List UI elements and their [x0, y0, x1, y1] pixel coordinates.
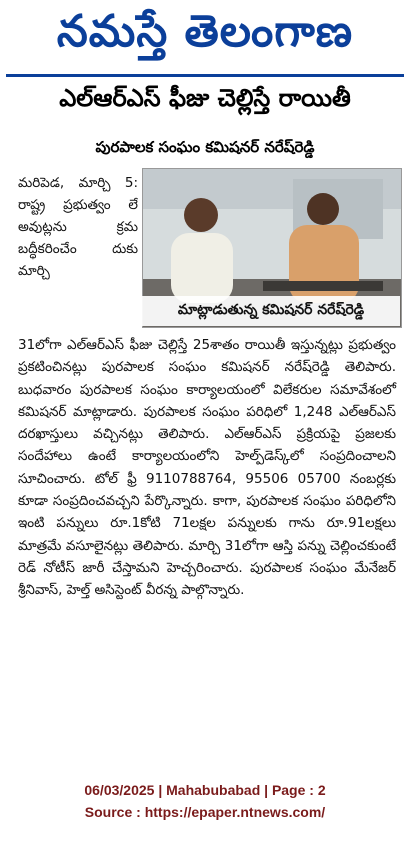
article-body-text: 31లోగా ఎల్ఆర్ఎస్ ఫీజు చెల్లిస్తే 25శాతం రాయితీ ఇస్తున్నట్లు ప్రభుత్వం ప్రకటించినట్లు పురపాలక సంఘం కమిషనర్ నరేష్‌రెడ్డి తెలిపారు. బుధవారం పురపాలక సంఘం కార్యాలయంలో విలేకరుల సమావేశంలో కమిషనర్ మాట్లాడారు. పురపాలక సంఘం పరిధిలో 1,248 ఎల్ఆర్ఎస్ దరఖాస్తులు వచ్చినట్లు తెలిపారు. ఎల్ఆర్ఎస్ ప్రక్రియపై ప్రజలకు సందేహాలు ఉంటే కార్యాలయంలోని హెల్ప్‌డెస్క్‌లో సంప్రదించాలని సూచించారు. టోల్ ఫ్రీ 9110788764, 95506 05700 నంబర్లకు కూడా సంప్రదించవచ్చని పేర్కొన్నారు. కాగా, పురపాలక సంఘం పరిధిలోని ఇంటి పన్నులు రూ.1కోటి 71లక్షల పన్నులకు గాను రూ.91లక్షలు మాత్రమే వసూలైనట్లు తెలిపారు. మార్చి 31లోగా ఆస్తి పన్ను చెల్లించకుంటే రెడ్ నోటీస్ జారీ చేస్తామని హెచ్చరించారు. పురపాలక సంఘం మేనేజర్ శ్రీనివాస్, హెల్త్ అసిస్టెంట్ వీరన్న పాల్గొన్నారు.	[18, 337, 396, 599]
newspaper-masthead: నమస్తే తెలంగాణ	[56, 6, 354, 57]
photo-caption: మాట్లాడుతున్న కమిషనర్ నరేష్‌రెడ్డి	[142, 296, 400, 326]
masthead-divider	[6, 74, 404, 77]
article-lead-text: మరిపెడ, మార్చి 5: రాష్ట్ర ప్రభుత్వం లే అవుట్లను క్రమ బద్ధీకరించేం దుకు మార్చి	[18, 175, 138, 279]
article-lead	[18, 172, 138, 282]
article-body	[18, 334, 396, 602]
footer-source-line: Source : https://epaper.ntnews.com/	[84, 804, 326, 820]
article-subheadline: పురపాలక సంఘం కమిషనర్ నరేష్‌రెడ్డి	[95, 138, 315, 156]
footer-date-line: 06/03/2025 | Mahabubabad | Page : 2	[84, 782, 326, 798]
article-headline: ఎల్ఆర్ఎస్ ఫీజు చెల్లిస్తే రాయితీ	[59, 84, 351, 112]
